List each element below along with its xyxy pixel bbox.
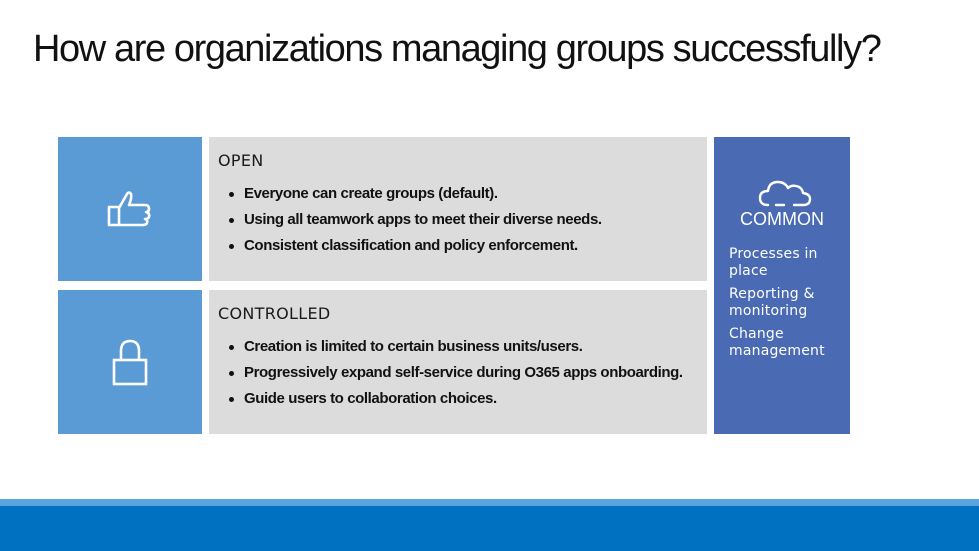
common-list — [729, 246, 839, 366]
open-panel — [209, 137, 707, 281]
cloud-icon — [758, 179, 812, 209]
thumbs-up-icon — [105, 189, 155, 229]
open-bullet-list — [229, 181, 602, 259]
list-item: Change management — [729, 326, 825, 359]
list-item — [229, 207, 602, 233]
slide-title: How are organizations managing groups successfully? — [33, 28, 881, 70]
footer-bar — [0, 506, 979, 551]
bullet-dot — [229, 192, 234, 197]
list-item: Reporting & monitoring — [729, 286, 815, 319]
list-item — [229, 360, 683, 386]
bullet-text: Using all teamwork apps to meet their diverse needs. — [244, 211, 602, 228]
bullet-dot — [229, 345, 234, 350]
footer-stripe — [0, 499, 979, 506]
controlled-heading: CONTROLLED — [218, 304, 331, 323]
controlled-bullet-list — [229, 334, 683, 412]
open-heading: OPEN — [218, 151, 264, 170]
bullet-text: Consistent classification and policy enforcement. — [244, 237, 578, 254]
bullet-dot — [229, 371, 234, 376]
list-item — [229, 386, 683, 412]
controlled-panel — [209, 290, 707, 434]
bullet-text: Creation is limited to certain business units/users. — [244, 338, 583, 355]
bullet-dot — [229, 244, 234, 249]
open-icon-box — [58, 137, 202, 281]
bullet-dot — [229, 218, 234, 223]
list-item — [229, 181, 602, 207]
list-item — [229, 334, 683, 360]
list-item: Processes in place — [729, 246, 818, 279]
common-card — [714, 137, 850, 434]
list-item — [229, 233, 602, 259]
controlled-icon-box — [58, 290, 202, 434]
lock-icon — [110, 336, 150, 388]
bullet-text: Progressively expand self-service during O365 apps onboarding. — [244, 364, 683, 381]
common-title: COMMON — [740, 209, 824, 229]
bullet-dot — [229, 397, 234, 402]
bullet-text: Guide users to collaboration choices. — [244, 390, 497, 407]
bullet-text: Everyone can create groups (default). — [244, 185, 498, 202]
